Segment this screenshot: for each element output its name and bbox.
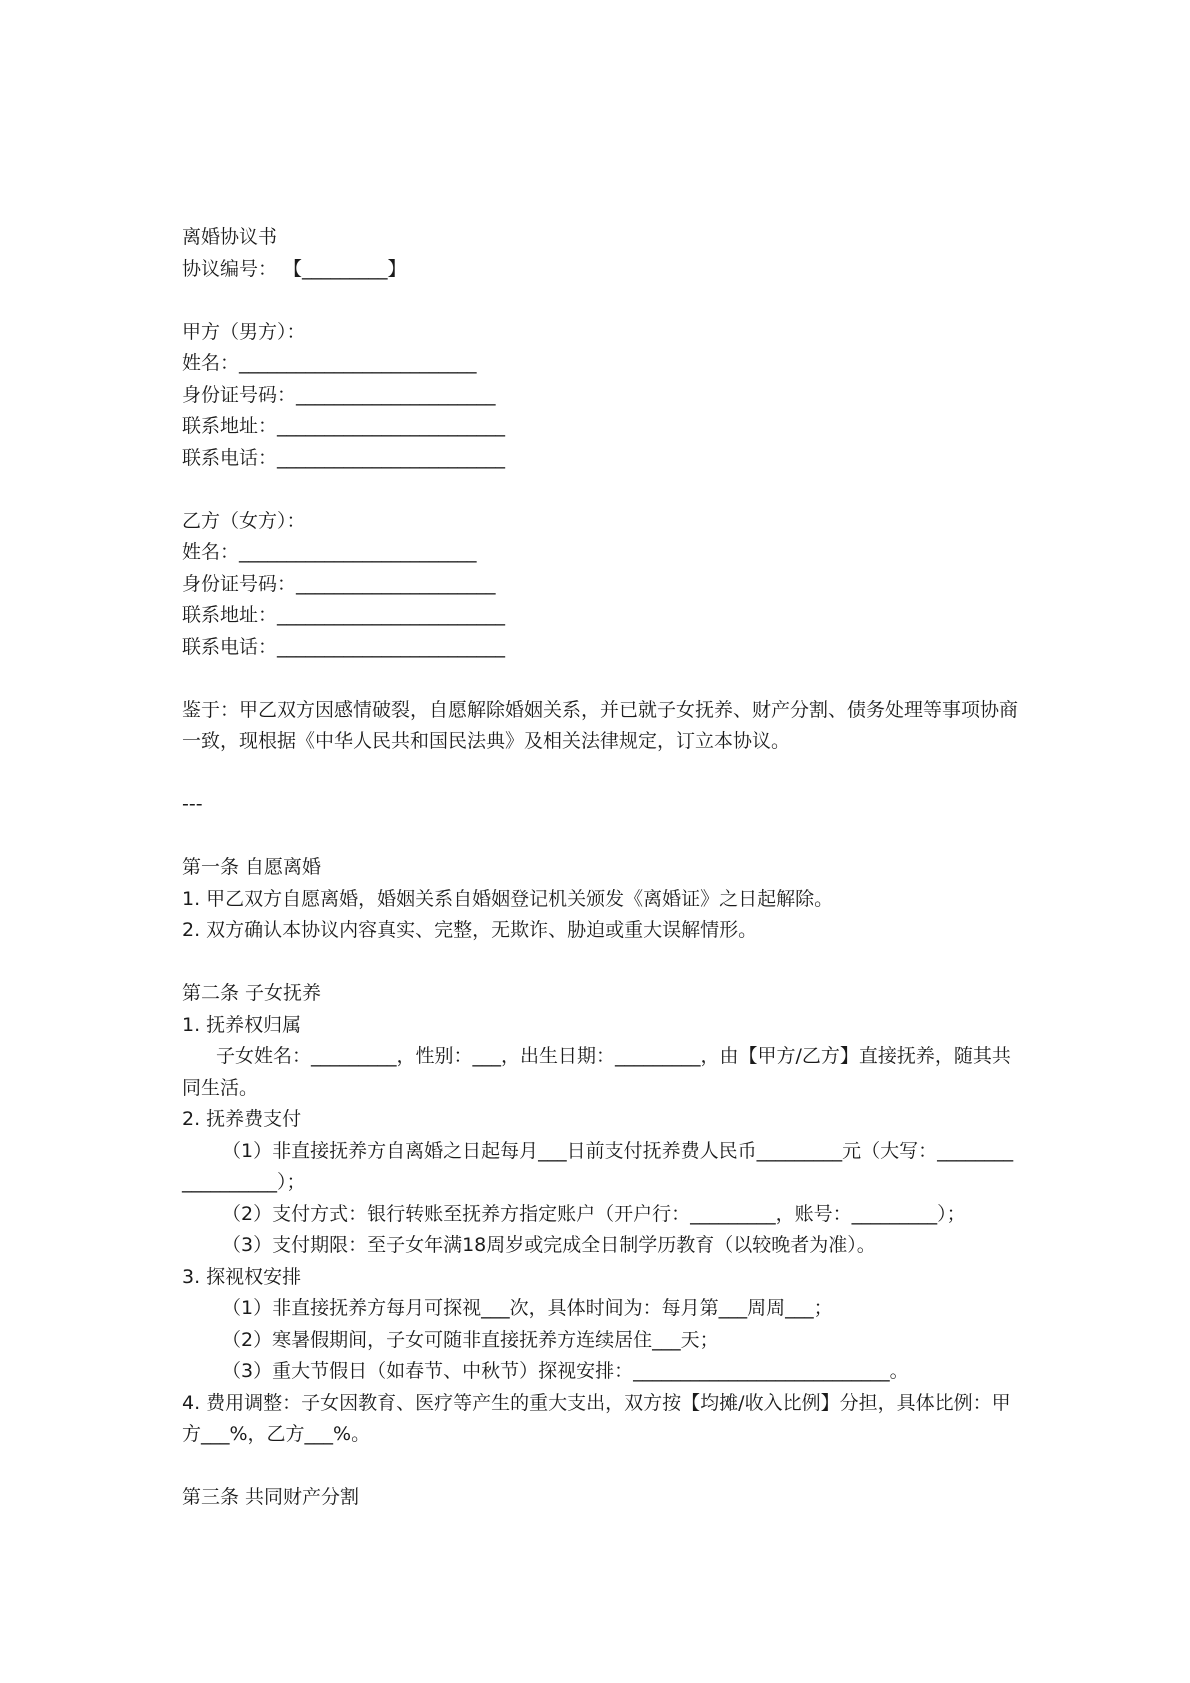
document-title: 离婚协议书 [182,226,278,248]
party-b-id: 身份证号码：_____________________ [182,572,496,595]
party-b-phone: 联系电话：________________________ [182,635,506,658]
spacer [182,474,1022,506]
spacer [182,821,1022,853]
article1-item: 2. 双方确认本协议内容真实、完整，无欺诈、胁迫或重大误解情形。 [182,919,758,941]
article2-heading: 第二条 子女抚养 [182,982,322,1004]
party-a-heading: 甲方（男方）： [182,320,306,343]
document-body [182,222,1022,1514]
article1-item: 1. 甲乙双方自愿离婚，婚姻关系自婚姻登记机关颁发《离婚证》之日起解除。 [182,887,834,910]
visit-item-2: （2）寒暑假期间，子女可随非直接抚养方连续居住___天； [222,1328,719,1351]
custody-text: 子女姓名：_________，性别：___，出生日期：_________，由【甲方/乙方】直接抚养，随其共同生活。 [182,1045,1011,1099]
visit-item-1: （1）非直接抚养方每月可探视___次，具体时间为：每月第___周周___； [222,1297,833,1319]
support-item-2: （2）支付方式：银行转账至抚养方指定账户（开户行：_________，账号：_________）； [222,1202,966,1225]
party-b-heading: 乙方（女方）： [182,509,306,532]
article3-heading: 第三条 共同财产分割 [182,1486,360,1508]
spacer [182,663,1022,695]
party-a-name: 姓名：_________________________ [182,352,477,374]
preamble: 鉴于：甲乙双方因感情破裂，自愿解除婚姻关系，并已就子女抚养、财产分割、债务处理等事项协商一致，现根据《中华人民共和国民法典》及相关法律规定，订立本协议。 [182,698,1019,752]
spacer [182,285,1022,317]
visit-item-3: （3）重大节假日（如春节、中秋节）探视安排：___________________________。 [222,1360,909,1382]
party-a-phone: 联系电话：________________________ [182,446,506,469]
party-a-id: 身份证号码：_____________________ [182,383,496,406]
spacer [182,758,1022,790]
visit-title: 3. 探视权安排 [182,1265,302,1288]
support-title: 2. 抚养费支付 [182,1108,302,1130]
support-item-1: （1）非直接抚养方自离婚之日起每月___日前支付抚养费人民币_________元（大写：__________________）； [182,1139,1014,1193]
agreement-number: 协议编号： 【_________】 [182,257,407,280]
cost-adjustment: 4. 费用调整：子女因教育、医疗等产生的重大支出，双方按【均摊/收入比例】分担，具体比例：甲方___%，乙方___%。 [182,1391,1011,1445]
party-b-address: 联系地址：________________________ [182,604,506,626]
custody-title: 1. 抚养权归属 [182,1013,302,1036]
separator: --- [182,793,203,815]
spacer [182,947,1022,979]
party-b-name: 姓名：_________________________ [182,541,477,563]
spacer [182,1451,1022,1483]
article1-heading: 第一条 自愿离婚 [182,856,322,878]
support-item-3: （3）支付期限：至子女年满18周岁或完成全日制学历教育（以较晚者为准）。 [222,1234,876,1256]
party-a-address: 联系地址：________________________ [182,415,506,437]
